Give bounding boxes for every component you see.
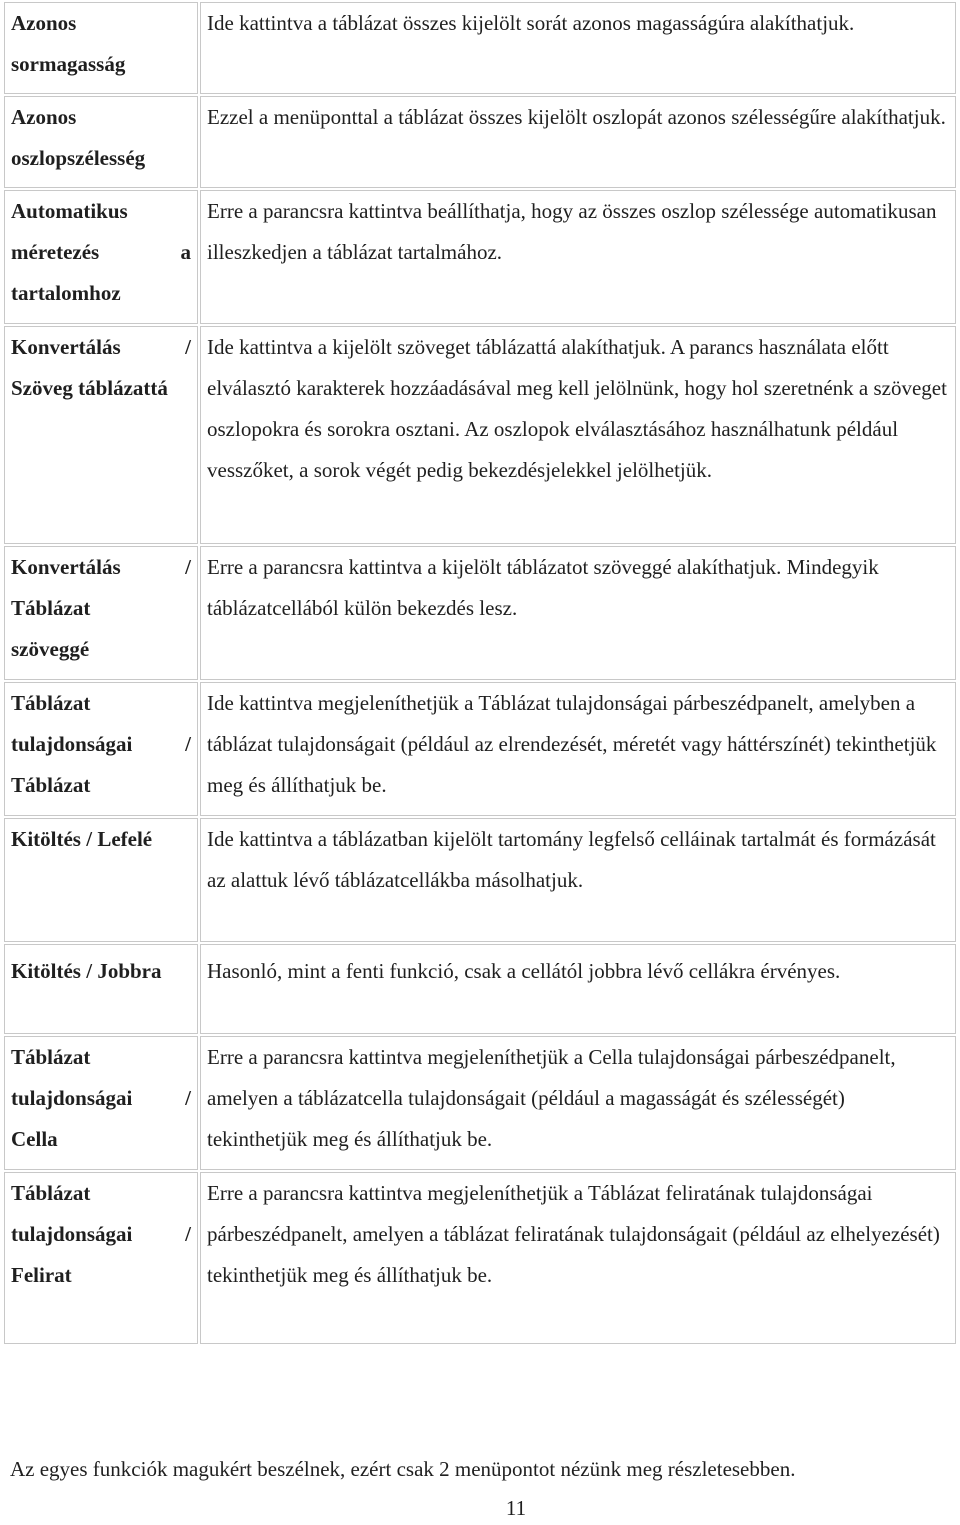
menu-term-cell — [4, 326, 198, 544]
term-line: Konvertálás / — [11, 335, 191, 359]
term-line: Kitöltés / Lefelé — [11, 827, 153, 851]
table-row — [4, 2, 956, 94]
table-row — [4, 190, 956, 324]
term-line: Azonos — [11, 105, 77, 129]
term-line: tulajdonságai / — [11, 1222, 191, 1246]
term-line: tartalomhoz — [11, 281, 121, 305]
table-row — [4, 1172, 956, 1344]
menu-term-cell — [4, 1172, 198, 1344]
description-cell: Ide kattintva a táblázatban kijelölt tartomány legfelső celláinak tartalmát és formázását az alattuk lévő táblázatcellákba másolhatjuk. — [200, 818, 956, 942]
menu-term-cell — [4, 818, 198, 942]
term-line: Cella — [11, 1127, 58, 1151]
term-line: sormagasság — [11, 52, 126, 76]
term-line: szöveggé — [11, 637, 90, 661]
page-number: 11 — [505, 1496, 527, 1520]
table-row — [4, 546, 956, 680]
term-line: Táblázat — [11, 596, 91, 620]
term-line: Kitöltés / Jobbra — [11, 959, 162, 983]
menu-term-cell — [4, 682, 198, 816]
term-line: Táblázat — [11, 1181, 91, 1205]
description-cell: Ide kattintva a kijelölt szöveget táblázattá alakíthatjuk. A parancs használata előtt elválasztó karakterek hozzáadásával meg kell jelölnünk, hogy hol szeretnénk a szöveget oszlopokra és sorokra osztani. Az oszlopok elválasztásához használhatunk például vesszőket, a sorok végét pedig bekezdésjelekkel jelölhetjük. — [200, 326, 956, 544]
term-line: Konvertálás / — [11, 555, 191, 579]
menu-term-cell — [4, 96, 198, 188]
description-cell: Ide kattintva a táblázat összes kijelölt sorát azonos magasságúra alakíthatjuk. — [200, 2, 956, 94]
description-cell: Ide kattintva megjeleníthetjük a Táblázat tulajdonságai párbeszédpanelt, amelyben a táblázat tulajdonságait (például az elrendezését, méretét vagy háttérszínét) tekinthetjük meg és állíthatjuk be. — [200, 682, 956, 816]
term-line: Felirat — [11, 1263, 72, 1287]
term-line: tulajdonságai / — [11, 1086, 191, 1110]
menu-term-cell — [4, 190, 198, 324]
menu-term-cell — [4, 546, 198, 680]
description-cell: Erre a parancsra kattintva a kijelölt táblázatot szöveggé alakíthatjuk. Mindegyik táblázatcellából külön bekezdés lesz. — [200, 546, 956, 680]
menu-reference-table — [2, 0, 958, 1346]
table-row — [4, 818, 956, 942]
table-row — [4, 96, 956, 188]
term-line: méretezés a — [11, 240, 191, 264]
description-cell: Ezzel a menüponttal a táblázat összes kijelölt oszlopát azonos szélességűre alakíthatjuk. — [200, 96, 956, 188]
description-cell: Hasonló, mint a fenti funkció, csak a cellától jobbra lévő cellákra érvényes. — [200, 944, 956, 1034]
term-line: tulajdonságai / — [11, 732, 191, 756]
menu-term-cell — [4, 1036, 198, 1170]
term-line: Szöveg táblázattá — [11, 376, 168, 400]
term-line: Automatikus — [11, 199, 128, 223]
description-cell: Erre a parancsra kattintva beállíthatja, hogy az összes oszlop szélessége automatikusan illeszkedjen a táblázat tartalmához. — [200, 190, 956, 324]
footer-paragraph: Az egyes funkciók magukért beszélnek, ezért csak 2 menüpontot nézünk meg részletesebben. — [10, 1457, 796, 1481]
term-line: Azonos — [11, 11, 77, 35]
table-row — [4, 1036, 956, 1170]
term-line: Táblázat — [11, 773, 91, 797]
menu-term-cell — [4, 2, 198, 94]
description-cell: Erre a parancsra kattintva megjeleníthetjük a Táblázat feliratának tulajdonságai párbeszédpanelt, amelyen a táblázat feliratának tulajdonságait (például az elhelyezését) tekinthetjük meg és állíthatjuk be. — [200, 1172, 956, 1344]
term-line: Táblázat — [11, 1045, 91, 1069]
menu-term-cell — [4, 944, 198, 1034]
table-row — [4, 326, 956, 544]
term-line: Táblázat — [11, 691, 91, 715]
table-row — [4, 682, 956, 816]
term-line: oszlopszélesség — [11, 146, 146, 170]
description-cell: Erre a parancsra kattintva megjeleníthetjük a Cella tulajdonságai párbeszédpanelt, amelyen a táblázatcella tulajdonságait (például a magasságát és szélességét) tekinthetjük meg és állíthatjuk be. — [200, 1036, 956, 1170]
table-row — [4, 944, 956, 1034]
